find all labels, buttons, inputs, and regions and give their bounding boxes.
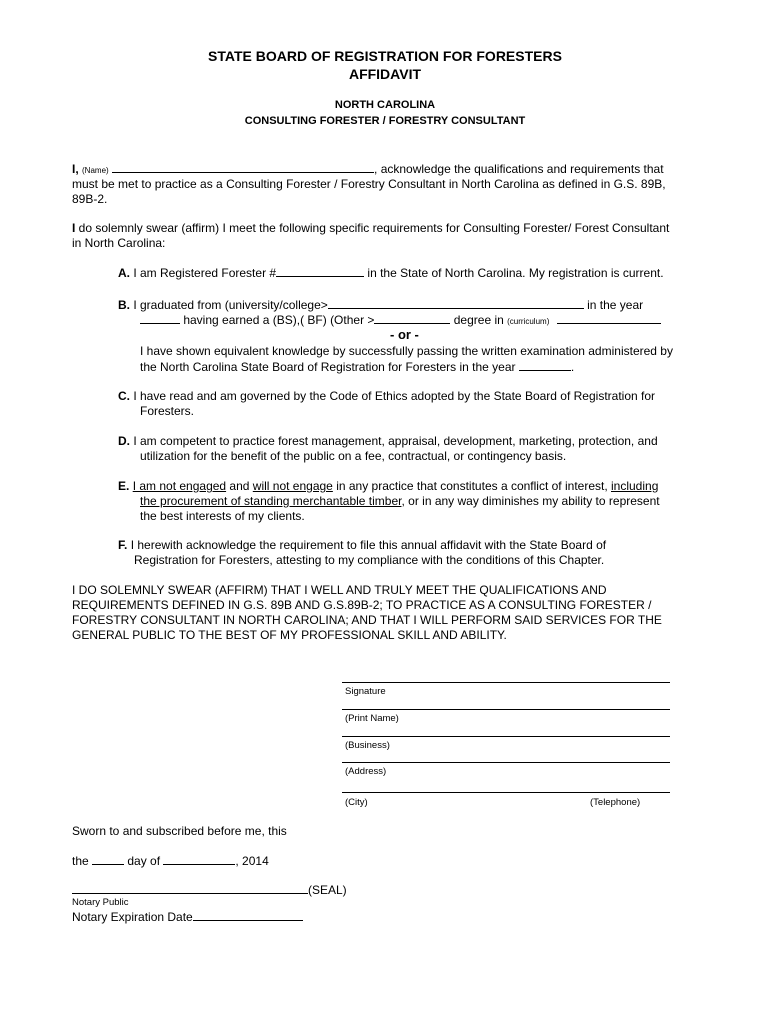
item-c-line-1 — [118, 389, 655, 404]
intro-line-1 — [72, 161, 664, 178]
curriculum-blank[interactable] — [557, 312, 661, 324]
item-e-not-engaged: I am not engaged — [132, 479, 227, 493]
item-e-procurement: the procurement of standing merchantable timber — [140, 494, 402, 508]
swear-line-1 — [72, 221, 669, 236]
date-line — [72, 853, 269, 869]
intro-i: I, — [72, 162, 79, 176]
notary-signature-blank[interactable] — [72, 882, 308, 894]
day-blank[interactable] — [92, 853, 124, 865]
item-c-text-1: I have read and am governed by the Code of Ethics adopted by the State Board of Registration for — [133, 389, 656, 403]
signature-line[interactable] — [342, 682, 670, 683]
or-separator: - or - — [390, 327, 419, 342]
oath-line-4: GENERAL PUBLIC TO THE BEST OF MY PROFESSIONAL SKILL AND ABILITY. — [72, 628, 507, 642]
print-name-label: (Print Name) — [345, 713, 399, 724]
city-telephone-line[interactable] — [342, 792, 670, 793]
title-line-1: STATE BOARD OF REGISTRATION FOR FORESTERS — [208, 48, 562, 64]
city-label: (City) — [345, 797, 368, 808]
item-b-alt-text: the North Carolina State Board of Registration for Foresters in the year — [140, 360, 516, 374]
forester-number-blank[interactable] — [276, 265, 364, 277]
business-label: (Business) — [345, 740, 390, 751]
signature-label: Signature — [345, 686, 386, 697]
name-blank[interactable] — [112, 161, 374, 173]
item-b-text-1: I graduated from (university/college> — [133, 298, 328, 312]
item-e-line-2 — [140, 494, 660, 509]
sworn-statement: Sworn to and subscribed before me, this — [72, 824, 287, 838]
oath-line-1: I DO SOLEMNLY SWEAR (AFFIRM) THAT I WELL AND TRULY MEET THE QUALIFICATIONS AND — [72, 583, 607, 597]
subtitle-heading: CONSULTING FORESTER / FORESTRY CONSULTANT — [244, 115, 526, 127]
print-name-line[interactable] — [342, 709, 670, 710]
address-label: (Address) — [345, 766, 387, 777]
item-a — [118, 265, 664, 281]
title-line-2: AFFIDAVIT — [348, 66, 422, 82]
item-f-text-1: I herewith acknowledge the requirement to file this annual affidavit with the State Board of — [130, 538, 607, 552]
intro-line-3: 89B-2. — [72, 192, 108, 206]
exam-year-blank[interactable] — [519, 359, 571, 371]
item-c-line-2: Foresters. — [140, 404, 195, 418]
notary-signature-line — [72, 882, 347, 898]
item-f-line-1 — [118, 538, 606, 553]
address-line[interactable] — [342, 762, 670, 763]
state-heading: NORTH CAROLINA — [334, 99, 436, 111]
item-b-letter: B. — [118, 298, 130, 312]
item-e-including: including — [611, 479, 659, 493]
date-day-of: day of — [124, 854, 164, 868]
business-line[interactable] — [342, 736, 670, 737]
item-b-text-3: having earned a (BS),( BF) (Other > — [180, 313, 375, 327]
grad-year-blank[interactable] — [140, 312, 180, 324]
expiration-label: Notary Expiration Date — [72, 910, 193, 924]
item-e-letter: E. — [118, 479, 130, 493]
university-blank[interactable] — [328, 297, 584, 309]
notary-public-label: Notary Public — [72, 897, 129, 908]
swear-line-1-rest: do solemnly swear (affirm) I meet the following specific requirements for Consulting Forester/ Forest Consultant — [75, 221, 670, 235]
item-b-text-4: degree in — [450, 313, 508, 327]
oath-line-3: FORESTRY CONSULTANT IN NORTH CAROLINA; AND THAT I WILL PERFORM SAID SERVICES FOR THE — [72, 613, 662, 627]
item-b-alt-end: . — [570, 360, 575, 374]
swear-i: I — [72, 221, 76, 235]
month-blank[interactable] — [163, 853, 235, 865]
item-f-line-2: Registration for Foresters, attesting to my compliance with the conditions of this Chapter. — [134, 553, 605, 567]
intro-line-2: must be met to practice as a Consulting Forester / Forestry Consultant in North Carolina as defined in G.S. 89B, — [72, 177, 666, 191]
item-f-letter: F. — [118, 538, 128, 552]
item-d-letter: D. — [118, 434, 130, 448]
date-year: , 2014 — [235, 854, 269, 868]
item-d-line-2: utilization for the benefit of the public on a fee, contractual, or contingency basis. — [140, 449, 567, 463]
item-a-text-2: in the State of North Carolina. My registration is current. — [364, 266, 664, 280]
item-d-line-1 — [118, 434, 658, 449]
telephone-label: (Telephone) — [590, 797, 641, 808]
item-a-letter: A. — [118, 266, 130, 280]
item-a-text-1: I am Registered Forester # — [133, 266, 277, 280]
item-b-text-2: in the year — [583, 298, 644, 312]
curriculum-label: (curriculum) — [507, 317, 550, 326]
item-e-will-not-engage: will not engage — [252, 479, 333, 493]
item-c-letter: C. — [118, 389, 130, 403]
item-b-line-1 — [118, 297, 643, 313]
item-e-line-3: the best interests of my clients. — [140, 509, 305, 523]
item-e-line-1 — [118, 479, 658, 494]
intro-line-1-rest: , acknowledge the qualifications and requirements that — [374, 162, 664, 176]
name-label: (Name) — [82, 166, 109, 175]
item-e-and: and — [226, 479, 253, 493]
seal-label: (SEAL) — [308, 883, 347, 897]
expiration-blank[interactable] — [193, 909, 303, 921]
other-degree-blank[interactable] — [374, 312, 450, 324]
oath-line-2: REQUIREMENTS DEFINED IN G.S. 89B AND G.S.89B-2; TO PRACTICE AS A CONSULTING FORESTER / — [72, 598, 652, 612]
item-d-text-1: I am competent to practice forest management, appraisal, development, marketing, protection, and — [133, 434, 658, 448]
item-e-text-2: , or in any way diminishes my ability to represent — [401, 494, 660, 508]
date-the: the — [72, 854, 89, 868]
item-b-alt-line-1: I have shown equivalent knowledge by successfully passing the written examination administered by — [140, 344, 673, 358]
item-b-alt-line-2 — [140, 359, 574, 375]
swear-line-2: in North Carolina: — [72, 236, 166, 250]
item-e-text-1: in any practice that constitutes a conflict of interest, — [332, 479, 611, 493]
notary-expiration — [72, 909, 303, 925]
